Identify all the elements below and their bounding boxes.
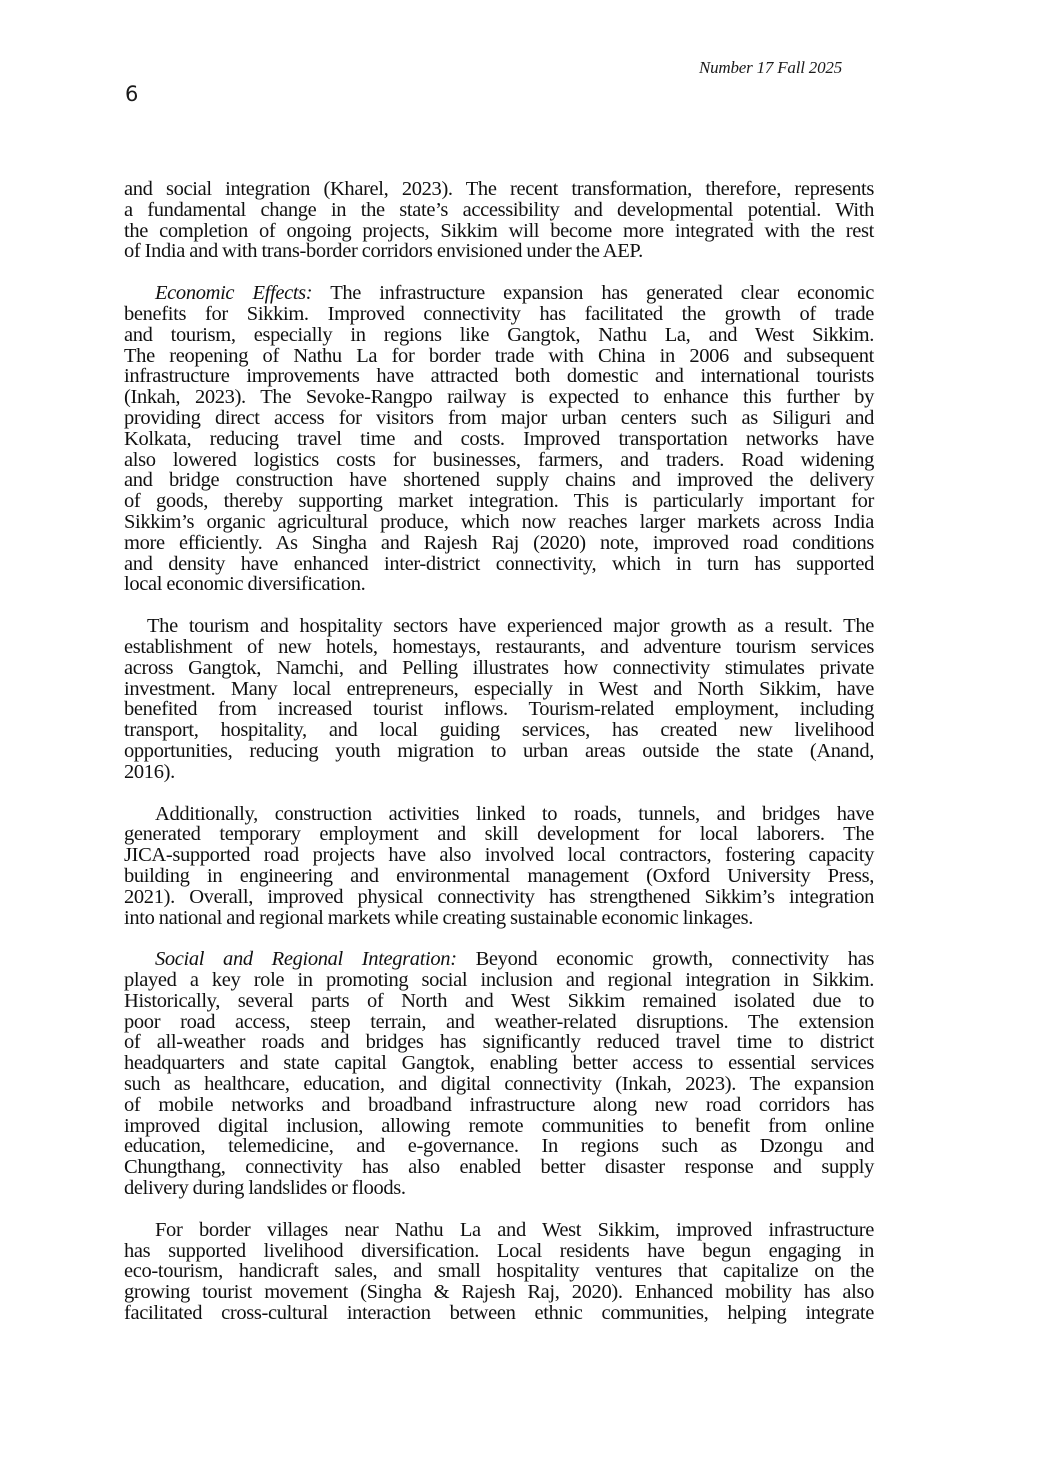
run-in-heading: Economic Effects:: [155, 282, 313, 305]
text-line: transport, hospitality, and local guiding services, has created new livelihood: [124, 719, 874, 742]
page-number: 6: [125, 82, 139, 106]
text-line: For border villages near Nathu La and West Sikkim, improved infrastructure: [155, 1218, 874, 1241]
text-line: providing direct access for visitors from major urban centers such as Siliguri and: [124, 406, 874, 429]
text-line: investment. Many local entrepreneurs, especially in West and North Sikkim, have: [124, 677, 874, 700]
article-body: [124, 179, 874, 1345]
text-line: the completion of ongoing projects, Sikkim will become more integrated with the rest: [124, 219, 874, 242]
text-line: Sikkim’s organic agricultural produce, which now reaches larger markets across India: [124, 510, 874, 533]
text-line: growing tourist movement (Singha & Rajesh Raj, 2020). Enhanced mobility has also: [124, 1281, 874, 1304]
paragraph-continuation: [124, 179, 874, 262]
text-line: and density have enhanced inter-district connectivity, which in turn has supported: [124, 552, 874, 575]
paragraph-construction: [124, 804, 874, 929]
text-line: across Gangtok, Namchi, and Pelling illustrates how connectivity stimulates private: [124, 656, 874, 679]
paragraph-tourism: [124, 616, 874, 782]
text-line: also lowered logistics costs for businesses, farmers, and traders. Road widening: [124, 448, 874, 471]
text-line: such as healthcare, education, and digital connectivity (Inkah, 2023). The expansion: [124, 1073, 874, 1096]
text-line: The tourism and hospitality sectors have experienced major growth as a result. The: [147, 615, 874, 638]
text-line: of goods, thereby supporting market integration. This is particularly important for: [124, 490, 874, 513]
text-line: of mobile networks and broadband infrastructure along new road corridors has: [124, 1093, 874, 1116]
text-line: more efficiently. As Singha and Rajesh Raj (2020) note, improved road conditions: [124, 531, 874, 554]
text-line: facilitated cross-cultural interaction between ethnic communities, helping integrate: [124, 1302, 874, 1325]
text-line: 2016).: [124, 760, 175, 783]
text-line: into national and regional markets while creating sustainable economic linkages.: [124, 906, 753, 929]
paragraph-border-villages: [124, 1220, 874, 1324]
paragraph-economic-effects: [124, 283, 874, 595]
text-line: headquarters and state capital Gangtok, enabling better access to essential services: [124, 1052, 874, 1075]
text-line: local economic diversification.: [124, 573, 366, 596]
text-line: benefits for Sikkim. Improved connectivity has facilitated the growth of trade: [124, 302, 874, 325]
text-line: Historically, several parts of North and West Sikkim remained isolated due to: [124, 989, 874, 1012]
text-line: a fundamental change in the state’s accessibility and developmental potential. With: [124, 198, 874, 221]
text-line: generated temporary employment and skill development for local laborers. The: [124, 823, 874, 846]
text-line: 2021). Overall, improved physical connectivity has strengthened Sikkim’s integration: [124, 885, 874, 908]
text-line: improved digital inclusion, allowing remote communities to benefit from online: [124, 1114, 874, 1137]
text-line-rest: Beyond economic growth, connectivity has: [456, 948, 875, 971]
text-line: eco-tourism, handicraft sales, and small hospitality ventures that capitalize on the: [124, 1260, 874, 1283]
text-line: delivery during landslides or floods.: [124, 1177, 406, 1200]
text-line: and bridge construction have shortened supply chains and improved the delivery: [124, 469, 874, 492]
run-in-heading: Social and Regional Integration:: [155, 948, 457, 971]
text-line: of India and with trans-border corridors envisioned under the AEP.: [124, 240, 643, 263]
text-line: opportunities, reducing youth migration to urban areas outside the state (Anand,: [124, 739, 874, 762]
text-line: [124, 949, 874, 970]
text-line: (Inkah, 2023). The Sevoke-Rangpo railway is expected to enhance this further by: [124, 386, 874, 409]
paragraph-social-integration: [124, 949, 874, 1199]
text-line: and tourism, especially in regions like Gangtok, Nathu La, and West Sikkim.: [124, 323, 874, 346]
text-line: education, telemedicine, and e-governance. In regions such as Dzongu and: [124, 1135, 874, 1158]
text-line: Kolkata, reducing travel time and costs. Improved transportation networks have: [124, 427, 874, 450]
text-line: Additionally, construction activities linked to roads, tunnels, and bridges have: [155, 802, 874, 825]
text-line-rest: The infrastructure expansion has generated clear economic: [312, 282, 874, 305]
running-head: Number 17 Fall 2025: [698, 58, 842, 77]
text-line: building in engineering and environmental management (Oxford University Press,: [124, 864, 874, 887]
text-line: establishment of new hotels, homestays, restaurants, and adventure tourism services: [124, 635, 874, 658]
text-line: and social integration (Kharel, 2023). The recent transformation, therefore, represents: [124, 178, 874, 200]
text-line: has supported livelihood diversification. Local residents have begun engaging in: [124, 1239, 874, 1262]
text-line: benefited from increased tourist inflows. Tourism-related employment, including: [124, 698, 874, 721]
text-line: infrastructure improvements have attracted both domestic and international tourists: [124, 365, 874, 388]
text-line: poor road access, steep terrain, and weather-related disruptions. The extension: [124, 1010, 874, 1033]
text-line: played a key role in promoting social inclusion and regional integration in Sikkim.: [124, 969, 874, 992]
text-line: The reopening of Nathu La for border trade with China in 2006 and subsequent: [124, 344, 874, 367]
text-line: Chungthang, connectivity has also enabled better disaster response and supply: [124, 1156, 874, 1179]
text-line: JICA-supported road projects have also involved local contractors, fostering capacity: [124, 844, 874, 867]
text-line: of all-weather roads and bridges has significantly reduced travel time to district: [124, 1031, 874, 1054]
text-line: [124, 283, 874, 304]
